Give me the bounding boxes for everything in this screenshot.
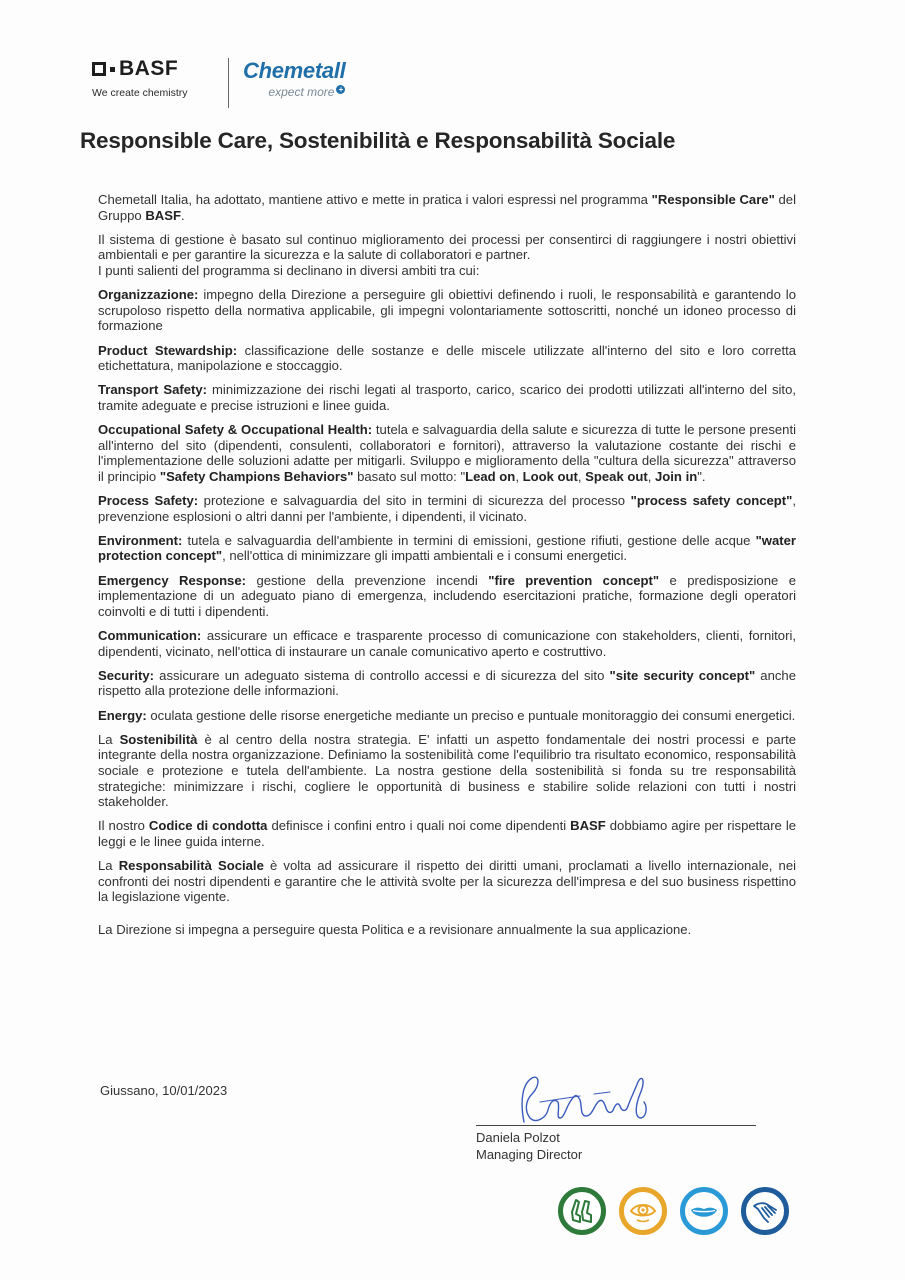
section-text: minimizzazione dei rischi legati al trasporto, carico, scarico dei prodotti utilizzati all'interno del sito, tramite adeguate e precise istruzioni e linee guida. [98, 382, 796, 413]
chemetall-wordmark: Chemetall [243, 58, 346, 83]
motto-speak-out: Speak out [585, 468, 648, 484]
paragraph-text: definisce i confini entro i quali noi come dipendenti [267, 818, 571, 834]
basf-square-icon [92, 62, 106, 76]
motto-end: ". [697, 468, 706, 484]
paragraph-text: dobbiamo agire per rispettare le leggi e le linee guida interne. [98, 818, 797, 849]
section-concept: "water protection concept" [98, 532, 796, 564]
intro-text: Chemetall Italia, ha adottato, mantiene attivo e mette in pratica i valori espressi nel programma [98, 192, 652, 207]
signatory-role: Managing Director [476, 1147, 583, 1162]
paragraph-text: è al centro della nostra strategia. E' infatti un aspetto fondamentale dei nostri processi e parte integrante della nostra organizzazione. Definiamo la sostenibilità come l'equilibrio tra risultato economico, responsabilità sociale e protezione e tutela dell'ambiente. La nostra gestione della sostenibilità si fonda su tre responsabilità strategiche: minimizzare i rischi, cogliere le opportunità di business e stabilire solide relazioni con tutti i nostri stakeholder. [98, 731, 796, 810]
section-text: assicurare un efficace e trasparente processo di comunicazione con stakeholders, clienti, fornitori, dipendenti, vicinato, nell'ottica di instaurare un canale comunicativo aperto e costruttivo. [98, 628, 796, 659]
signatory [476, 1129, 582, 1163]
intro-text: . [180, 207, 185, 223]
motto-separator: , [515, 468, 523, 484]
section-label: Product Stewardship: [98, 342, 238, 358]
section-occupational-safety [98, 422, 796, 484]
safety-principle: "Safety Champions Behaviors" [159, 468, 354, 484]
section-label: Transport Safety: [98, 382, 208, 398]
paragraph-bold: Codice di condotta [148, 818, 268, 834]
section-text: impegno della Direzione a perseguire gli obiettivi definendo i ruoli, le responsabilità e garantendo lo scrupoloso rispetto della normativa applicabile, gli impegni volontariamente sottoscritti, nonché un idoneo processo di formazione [98, 287, 796, 334]
hand-glyph [750, 1196, 780, 1226]
section-text: assicurare un adeguato sistema di controllo accessi e di sicurezza del sito [154, 667, 610, 683]
paragraph-sostenibilita [98, 732, 796, 810]
eye-glyph [628, 1196, 658, 1226]
basf-tagline: We create chemistry [92, 87, 188, 99]
intro-text: Il sistema di gestione è basato sul continuo miglioramento dei processi per consentirci di raggiungere i nostri obiettivi ambientali e per garantire la sicurezza e la salute di collaboratori e partner. [98, 231, 796, 263]
section-text: , nell'ottica di minimizzare gli impatti ambientali e i consumi energetici. [222, 548, 627, 564]
feet-glyph [567, 1196, 597, 1226]
motto-separator: , [577, 468, 586, 484]
document-body [98, 192, 796, 946]
motto-lead-on: Lead on [465, 468, 516, 484]
chemetall-tagline-row [243, 85, 345, 99]
safety-champions-icons [558, 1187, 789, 1235]
section-text: tutela e salvaguardia dell'ambiente in termini di emissioni, gestione rifiuti, gestione delle acque [182, 532, 756, 548]
signatory-name: Daniela Polzot [476, 1130, 560, 1145]
section-text: protezione e salvaguardia del sito in termini di sicurezza del processo [198, 493, 631, 509]
basf-logo [92, 58, 212, 99]
paragraph-direzione: La Direzione si impegna a perseguire questa Politica e a revisionare annualmente la sua applicazione. [98, 921, 692, 937]
section-label: Communication: [98, 628, 202, 643]
intro-text: I punti salienti del programma si declinano in diversi ambiti tra cui: [98, 262, 480, 278]
mouth-glyph [689, 1196, 719, 1226]
paragraph-codice-condotta [98, 818, 796, 849]
section-communication [98, 628, 796, 659]
section-concept: "site security concept" [609, 667, 756, 683]
section-process-safety [98, 493, 796, 524]
intro-text: del Gruppo [98, 192, 796, 223]
intro-paragraph-2 [98, 232, 796, 279]
basf-dot-icon [110, 67, 115, 72]
section-label: Security: [98, 667, 155, 683]
section-text: basato sul motto: " [353, 468, 466, 484]
section-text: anche rispetto alla protezione delle informazioni. [98, 667, 796, 699]
section-label: Emergency Response: [98, 572, 246, 588]
header-logos [92, 58, 345, 110]
paragraph-text: Il nostro [98, 818, 149, 834]
intro-bold-basf: BASF [145, 207, 181, 223]
document-title: Responsible Care, Sostenibilità e Responsabilità Sociale [80, 128, 676, 153]
section-energy [98, 708, 796, 724]
hand-icon [741, 1187, 789, 1235]
logo-divider [228, 58, 229, 108]
intro-bold-responsible-care: "Responsible Care" [651, 192, 775, 207]
signature-line [476, 1125, 756, 1126]
section-environment [98, 533, 796, 564]
section-security [98, 668, 796, 699]
section-organizzazione [98, 287, 796, 334]
paragraph-text: La [98, 858, 119, 874]
paragraph-bold: Sostenibilità [119, 731, 198, 747]
basf-mark [92, 58, 212, 80]
section-text: e predisposizione e implementazione di un adeguato piano di emergenza, includendo esercitazioni pratiche, formazione degli operatori coinvolti e di tutti i dipendenti. [98, 572, 796, 619]
motto-separator: , [647, 468, 656, 484]
motto-look-out: Look out [522, 468, 578, 484]
section-text: tutela e salvaguardia della salute e sicurezza di tutte le persone presenti all'interno del sito (dipendenti, consulenti, collaboratori e fornitori), attraverso la valutazione costante dei rischi e l'implementazione delle soluzioni adatte per mitigarli. Sviluppo e miglioramento della "cultura della sicurezza" attraverso il principio [98, 422, 796, 484]
section-product-stewardship [98, 343, 796, 374]
chemetall-logo [243, 58, 345, 99]
section-emergency-response [98, 573, 796, 620]
mouth-icon [680, 1187, 728, 1235]
motto-join-in: Join in [655, 468, 698, 484]
handwritten-signature [510, 1072, 660, 1128]
basf-wordmark: BASF [119, 57, 179, 80]
chemetall-tagline: expect more [268, 85, 335, 99]
paragraph-bold: Responsabilità Sociale [118, 858, 264, 874]
section-text: classificazione delle sostanze e delle miscele utilizzate all'interno del sito e loro corretta etichettatura, manipolazione e stoccaggio. [98, 342, 796, 374]
paragraph-bold: BASF [570, 818, 606, 834]
section-text: oculata gestione delle risorse energetiche mediante un preciso e puntuale monitoraggio dei consumi energetici. [146, 707, 796, 723]
intro-paragraph-1 [98, 192, 796, 223]
section-text: , prevenzione esplosioni o altri danni per l'ambiente, i dipendenti, il vicinato. [98, 493, 796, 524]
paragraph-text: è volta ad assicurare il rispetto dei diritti umani, proclamati a livello internazionale, nei confronti dei nostri dipendenti e garantire che le attività svolte per la sicurezza dell'impresa e del suo business rispettino la legislazione vigente. [98, 858, 797, 905]
section-label: Process Safety: [98, 493, 199, 509]
section-label: Occupational Safety & Occupational Health: [98, 422, 373, 438]
section-concept: "fire prevention concept" [488, 572, 660, 588]
place-date: Giussano, 10/01/2023 [100, 1083, 228, 1098]
section-label: Environment: [98, 532, 183, 548]
section-concept: "process safety concept" [630, 493, 793, 509]
paragraph-responsabilita-sociale [98, 858, 796, 905]
section-label: Energy: [98, 707, 147, 723]
section-text: gestione della prevenzione incendi [246, 572, 489, 588]
section-transport-safety [98, 382, 796, 413]
plus-circle-icon: + [336, 85, 345, 94]
paragraph-text: La [98, 731, 120, 747]
feet-icon [558, 1187, 606, 1235]
section-label: Organizzazione: [98, 287, 199, 303]
eye-icon [619, 1187, 667, 1235]
